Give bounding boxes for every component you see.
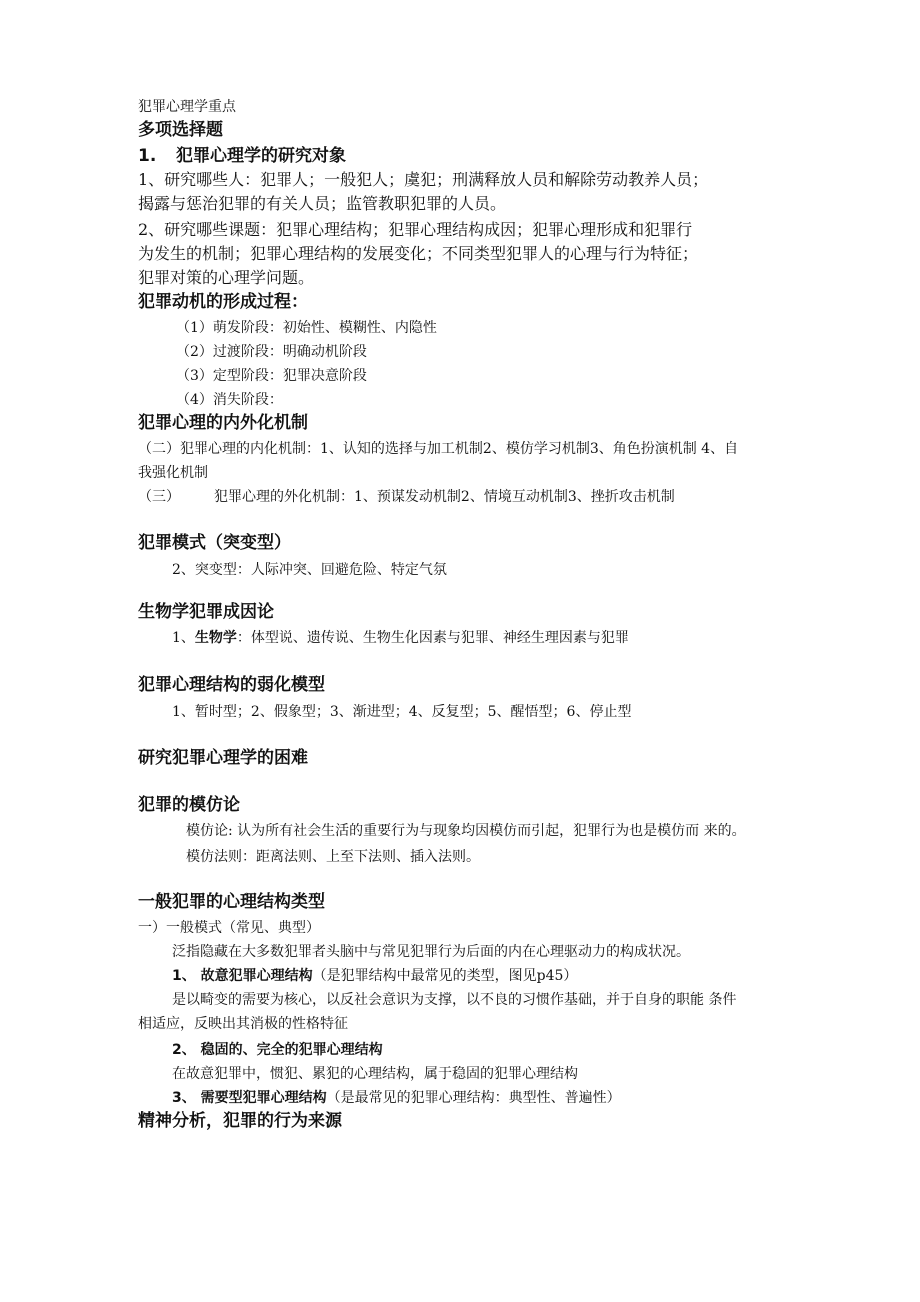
mode-title: 犯罪模式（突变型）: [138, 533, 291, 553]
general-item2-label: 2、 稳固的、完全的犯罪心理结构: [172, 1042, 383, 1058]
psycho-title: 精神分析，犯罪的行为来源: [138, 1111, 342, 1131]
q1-p2-line2: 为发生的机制；犯罪心理结构的发展变化；不同类型犯罪人的心理与行为特征；: [138, 244, 699, 263]
bio-prefix: 1、: [172, 630, 195, 646]
motive-item: （3）定型阶段：犯罪决意阶段: [176, 368, 367, 384]
general-item1-note: （是犯罪结构中最常见的类型，图见p45）: [312, 968, 578, 984]
general-desc: 泛指隐藏在大多数犯罪者头脑中与常见犯罪行为后面的内在心理驱动力的构成状况。: [172, 944, 690, 960]
mechanism-external-label: （三）: [138, 489, 180, 505]
mechanism-internal-line2: 我强化机制: [138, 465, 208, 481]
bio-label: 生物学: [194, 630, 237, 646]
mechanism-internal-line1: （二）犯罪心理的内化机制：1、认知的选择与加工机制2、模仿学习机制3、角色扮演机制 4、自: [138, 441, 739, 457]
general-item3-label: 3、 需要型犯罪心理结构: [172, 1090, 327, 1106]
weak-text: 1、暂时型；2、假象型；3、渐进型；4、反复型；5、醒悟型；6、停止型: [172, 704, 632, 720]
motive-item: （2）过渡阶段：明确动机阶段: [176, 344, 367, 360]
general-title: 一般犯罪的心理结构类型: [138, 892, 325, 912]
q1-p2-line3: 犯罪对策的心理学问题。: [138, 268, 315, 287]
doc-title: 犯罪心理学重点: [138, 99, 236, 115]
q1-p2-line1: 2、研究哪些课题：犯罪心理结构；犯罪心理结构成因；犯罪心理形成和犯罪行: [138, 220, 693, 239]
general-item3-note: （是最常见的犯罪心理结构：典型性、普遍性）: [326, 1090, 621, 1106]
general-item2-desc: 在故意犯罪中，惯犯、累犯的心理结构，属于稳固的犯罪心理结构: [172, 1066, 578, 1082]
general-item1-label: 1、 故意犯罪心理结构: [172, 968, 313, 984]
motive-item: （1）萌发阶段：初始性、模糊性、内隐性: [176, 320, 437, 336]
general-item1: [172, 969, 577, 983]
q1-number: 1.: [138, 146, 157, 166]
general-item1-desc-line1: 是以畸变的需要为核心，以反社会意识为支撑，以不良的习惯作基础，并于自身的职能 条件: [172, 992, 737, 1008]
mechanism-title: 犯罪心理的内外化机制: [138, 413, 308, 433]
general-sub1: 一）一般模式（常见、典型）: [138, 920, 320, 936]
bio-title: 生物学犯罪成因论: [138, 602, 274, 622]
motive-title: 犯罪动机的形成过程：: [138, 292, 308, 312]
general-item3: [172, 1091, 621, 1105]
general-item1-desc-line2: 相适应，反映出其消极的性格特征: [138, 1016, 348, 1032]
imitation-line1: 模仿论: 认为所有社会生活的重要行为与现象均因模仿而引起，犯罪行为也是模仿而 来的。: [186, 823, 746, 839]
imitation-title: 犯罪的模仿论: [138, 795, 240, 815]
q1-p1-line2: 揭露与惩治犯罪的有关人员；监管教职犯罪的人员。: [138, 194, 507, 213]
imitation-line2: 模仿法则：距离法则、上至下法则、插入法则。: [186, 849, 480, 865]
difficulty-title: 研究犯罪心理学的困难: [138, 748, 308, 768]
mode-text: 2、突变型：人际冲突、回避危险、特定气氛: [172, 562, 447, 578]
weak-title: 犯罪心理结构的弱化模型: [138, 675, 325, 695]
mechanism-external-text: 犯罪心理的外化机制：1、预谋发动机制2、情境互动机制3、挫折攻击机制: [214, 489, 675, 505]
bio-text: ：体型说、遗传说、生物生化因素与犯罪、神经生理因素与犯罪: [236, 630, 629, 646]
bio-line: [172, 631, 629, 645]
q1-title: 犯罪心理学的研究对象: [176, 146, 346, 166]
q1-p1-line1: 1、研究哪些人：犯罪人；一般犯人；虞犯；刑满释放人员和解除劳动教养人员；: [138, 170, 709, 189]
motive-item: （4）消失阶段：: [176, 392, 283, 408]
section-multiple-choice: 多项选择题: [138, 120, 223, 140]
